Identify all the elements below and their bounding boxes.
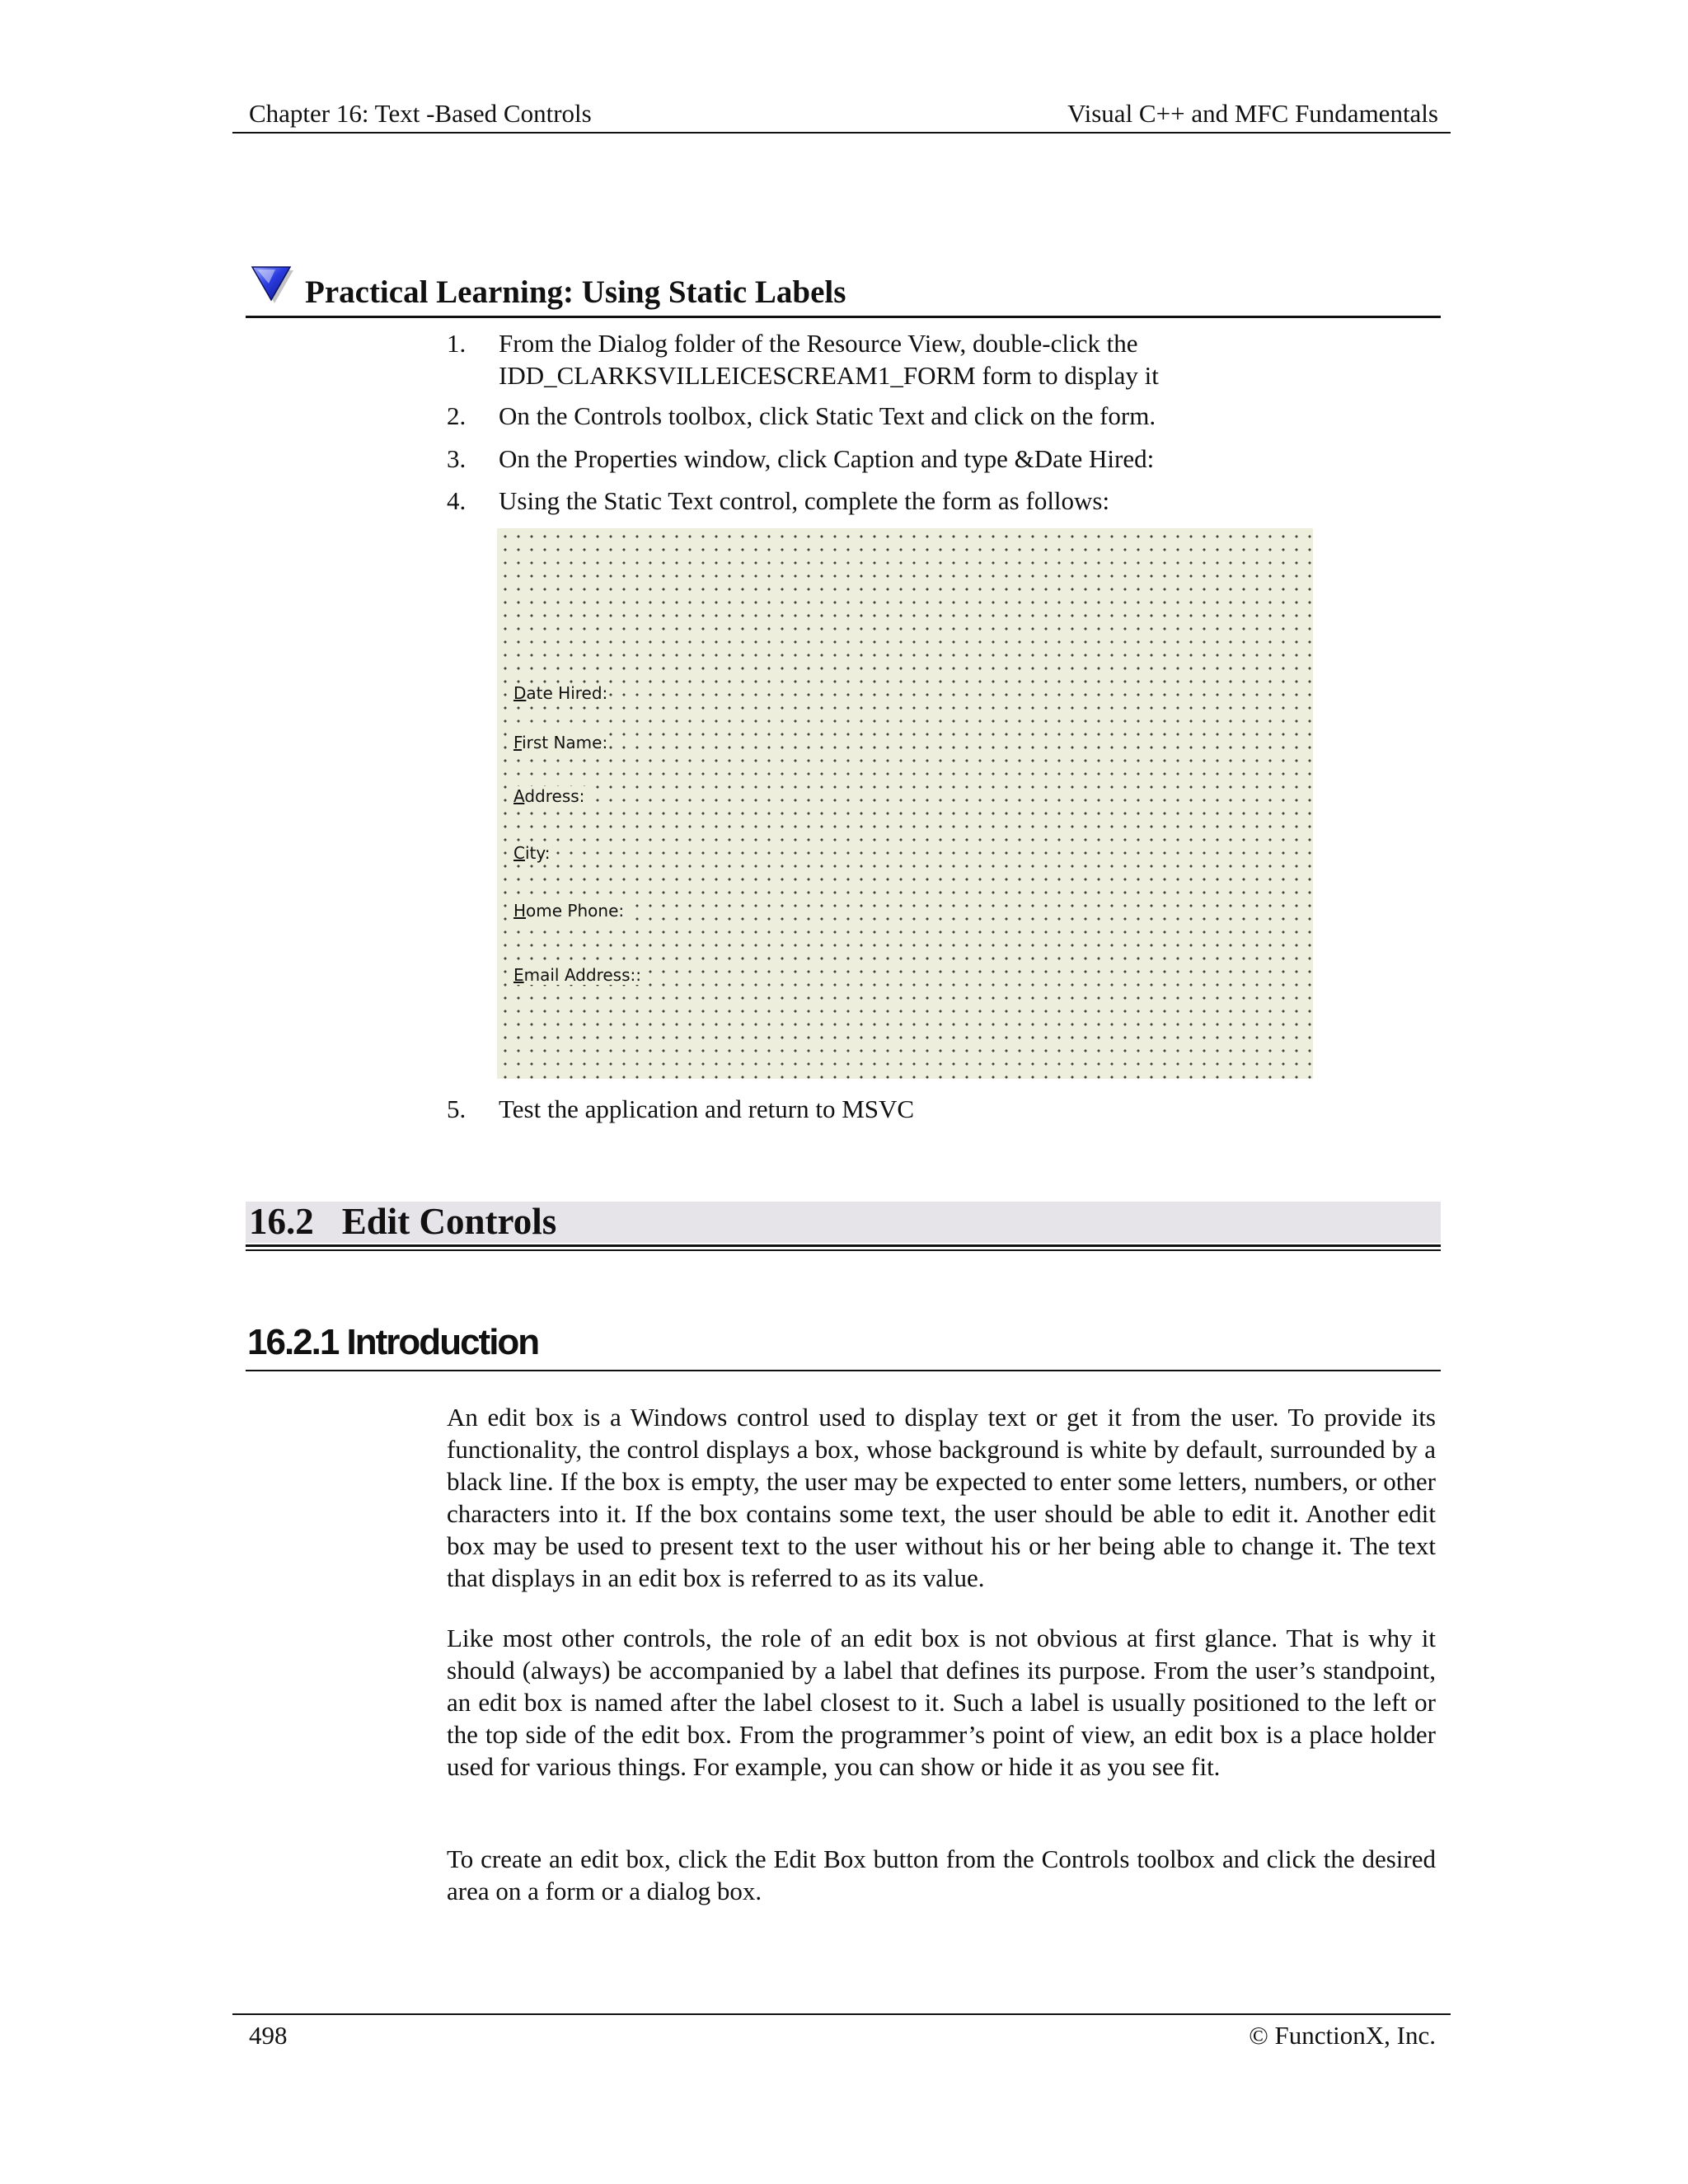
practical-learning-rule [246, 316, 1441, 318]
header-rule [232, 132, 1451, 134]
step-number: 3. [447, 444, 467, 473]
page-number: 498 [249, 2021, 288, 2050]
subsection-rule [246, 1370, 1441, 1371]
dialog-form-design-surface [497, 528, 1313, 1079]
step-number: 5. [447, 1094, 467, 1123]
label-home-phone: Home Phone: [513, 901, 625, 921]
step-text: From the Dialog folder of the Resource View, double-click the IDD_CLARKSVILLEICESCREAM1_FORM form to display it [499, 329, 1159, 390]
step-number: 2. [447, 401, 467, 430]
step-text: Using the Static Text control, complete the form as follows: [499, 486, 1110, 515]
section-rule [246, 1249, 1441, 1251]
section-rule [246, 1244, 1441, 1247]
section-number: 16.2 [249, 1201, 314, 1242]
label-date-hired: Date Hired: [513, 683, 608, 703]
label-first-name: First Name: [513, 733, 608, 752]
section-heading [249, 1200, 556, 1243]
step-text: On the Controls toolbox, click Static Text and click on the form. [499, 401, 1156, 430]
footer-rule [232, 2013, 1451, 2015]
section-title: Edit Controls [341, 1201, 557, 1242]
label-email-address: Email Address:: [513, 965, 641, 985]
subsection-heading: 16.2.1 Introduction [247, 1322, 539, 1362]
footer-copyright: © FunctionX, Inc. [1249, 2021, 1436, 2050]
running-header-chapter: Chapter 16: Text -Based Controls [249, 99, 592, 128]
step-number: 1. [447, 329, 467, 358]
body-paragraph: An edit box is a Windows control used to display text or get it from the user. To provide its functionality, the control displays a box, whose background is white by default, surrounded by a black line. If the box is empty, the user may be expected to enter some letters, numbers, or other characters into it. If the box contains some text, the user should be able to edit it. Another edit box may be used to present text to the user without his or her being able to change it. The text that displays in an edit box is referred to as its value. [447, 1403, 1436, 1592]
body-paragraph: To create an edit box, click the Edit Box button from the Controls toolbox and click the desired area on a form or a dialog box. [447, 1844, 1436, 1905]
body-paragraph: Like most other controls, the role of an edit box is not obvious at first glance. That is why it should (always) be accompanied by a label that defines its purpose. From the user’s standpoint, an edit box is named after the label closest to it. Such a label is usually positioned to the left or the top side of the edit box. From the programmer’s point of view, an edit box is a place holder used for various things. For example, you can show or hide it as you see fit. [447, 1624, 1436, 1781]
label-address: Address: [513, 786, 585, 806]
running-header-book: Visual C++ and MFC Fundamentals [1067, 99, 1438, 128]
blue-triangle-down-icon [251, 262, 295, 307]
step-number: 4. [447, 486, 467, 515]
step-text: On the Properties window, click Caption and type &Date Hired: [499, 444, 1155, 473]
practical-learning-title: Practical Learning: Using Static Labels [305, 274, 846, 310]
label-city: City: [513, 843, 551, 863]
step-text: Test the application and return to MSVC [499, 1094, 915, 1123]
